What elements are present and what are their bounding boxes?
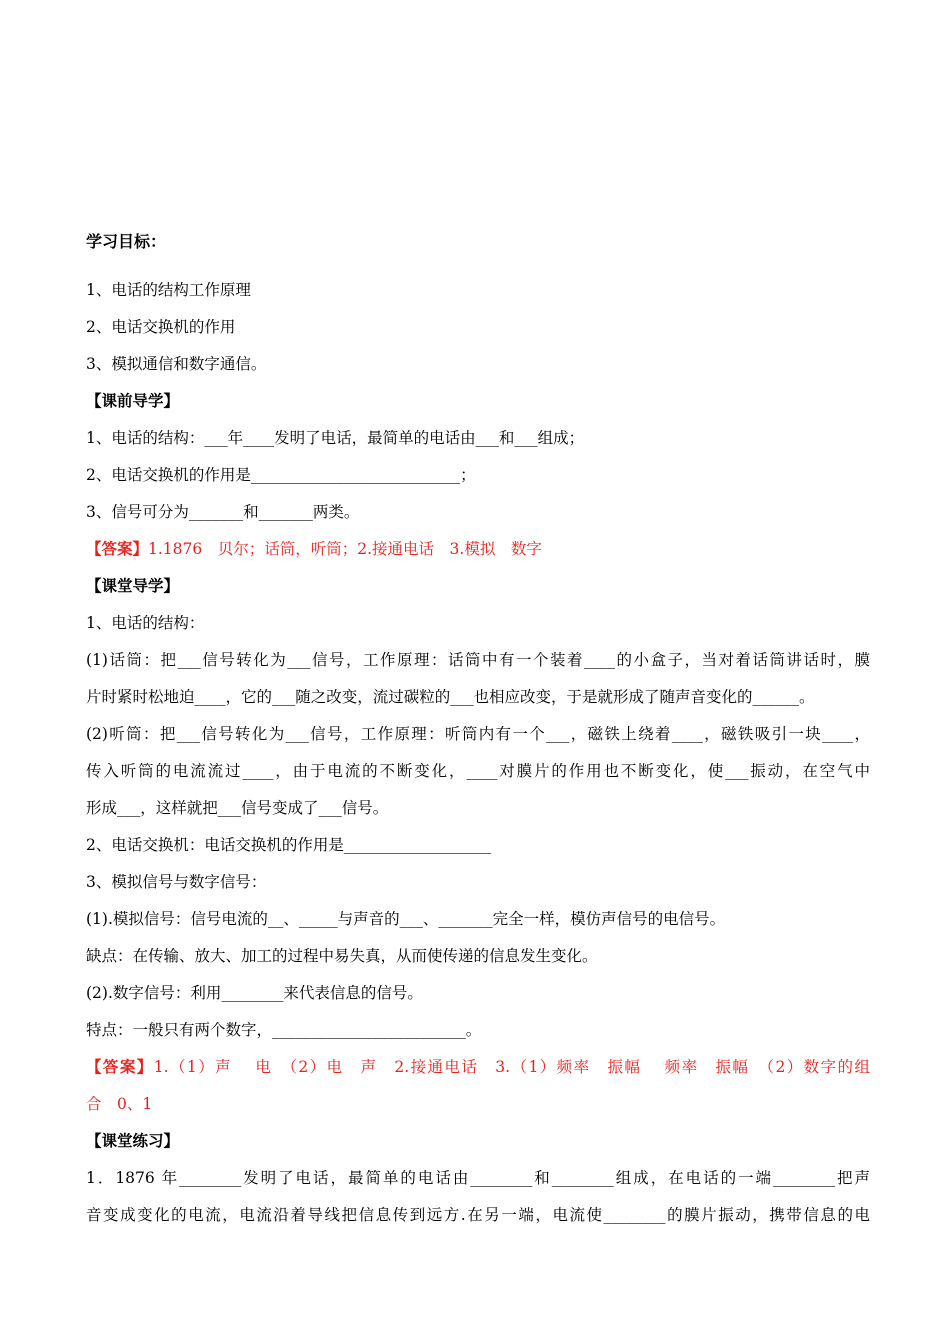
preview-line: 2、电话交换机的作用是___________________________； — [86, 466, 476, 484]
preview-answer — [86, 539, 870, 559]
classroom-line: 片时紧时松地迫____，它的___随之改变，流过碳粒的___也相应改变，于是就形成了随声音变化的______。 — [86, 688, 815, 706]
answer-tag: 【答案】 — [86, 1057, 154, 1076]
classroom-line: 缺点：在传输、放大、加工的过程中易失真，从而使传递的信息发生变化。 — [86, 947, 598, 965]
practice-line: 音变成变化的电流，电流沿着导线把信息传到远方.在另一端，电流使________的膜片振动，携带信息的电 — [86, 1206, 870, 1224]
classroom-answer-cont: 合 0、1 — [86, 1095, 153, 1113]
practice-line: 1．1876 年________发明了电话，最简单的电话由________和________组成，在电话的一端________把声 — [86, 1169, 870, 1187]
classroom-line: (2)听筒：把___信号转化为___信号，工作原理：听筒内有一个___，磁铁上绕着____，磁铁吸引一块____， — [86, 725, 870, 743]
classroom-line: 形成___，这样就把___信号变成了___信号。 — [86, 799, 389, 817]
classroom-line: (2).数字信号：利用________来代表信息的信号。 — [86, 984, 423, 1002]
answer-tag: 【答案】 — [86, 539, 149, 558]
classroom-answer — [86, 1057, 870, 1077]
classroom-heading: 【课堂导学】 — [86, 576, 180, 595]
classroom-line: 3、模拟信号与数字信号： — [86, 873, 267, 891]
classroom-line: 传入听筒的电流流过____，由于电流的不断变化，____对膜片的作用也不断变化，使___振动，在空气中 — [86, 762, 870, 780]
classroom-line: 2、电话交换机：电话交换机的作用是___________________ — [86, 836, 492, 854]
preview-heading: 【课前导学】 — [86, 391, 180, 410]
objective-item: 3、模拟通信和数字通信。 — [86, 355, 267, 373]
preview-line: 3、信号可分为_______和_______两类。 — [86, 503, 360, 521]
classroom-line: (1).模拟信号：信号电流的__、_____与声音的___、_______完全一样，模仿声信号的电信号。 — [86, 910, 726, 928]
answer-text: 1.1876 贝尔；话筒，听筒；2.接通电话 3.模拟 数字 — [148, 540, 542, 558]
classroom-line: 1、电话的结构： — [86, 614, 205, 632]
preview-line: 1、电话的结构：___年____发明了电话，最简单的电话由___和___组成； — [86, 429, 585, 447]
objective-item: 1、电话的结构工作原理 — [86, 281, 251, 299]
page-title: 学习目标： — [86, 232, 167, 251]
classroom-line: (1)话筒：把___信号转化为___信号，工作原理：话筒中有一个装着____的小盒子，当对着话筒讲话时，膜 — [86, 651, 870, 669]
classroom-line: 特点：一般只有两个数字，_________________________。 — [86, 1021, 482, 1039]
practice-heading: 【课堂练习】 — [86, 1131, 180, 1150]
answer-text: 1.（1）声 电 （2）电 声 2.接通电话 3.（1）频率 振幅 频率 振幅 （2）数字的组 — [153, 1058, 870, 1076]
objective-item: 2、电话交换机的作用 — [86, 318, 236, 336]
